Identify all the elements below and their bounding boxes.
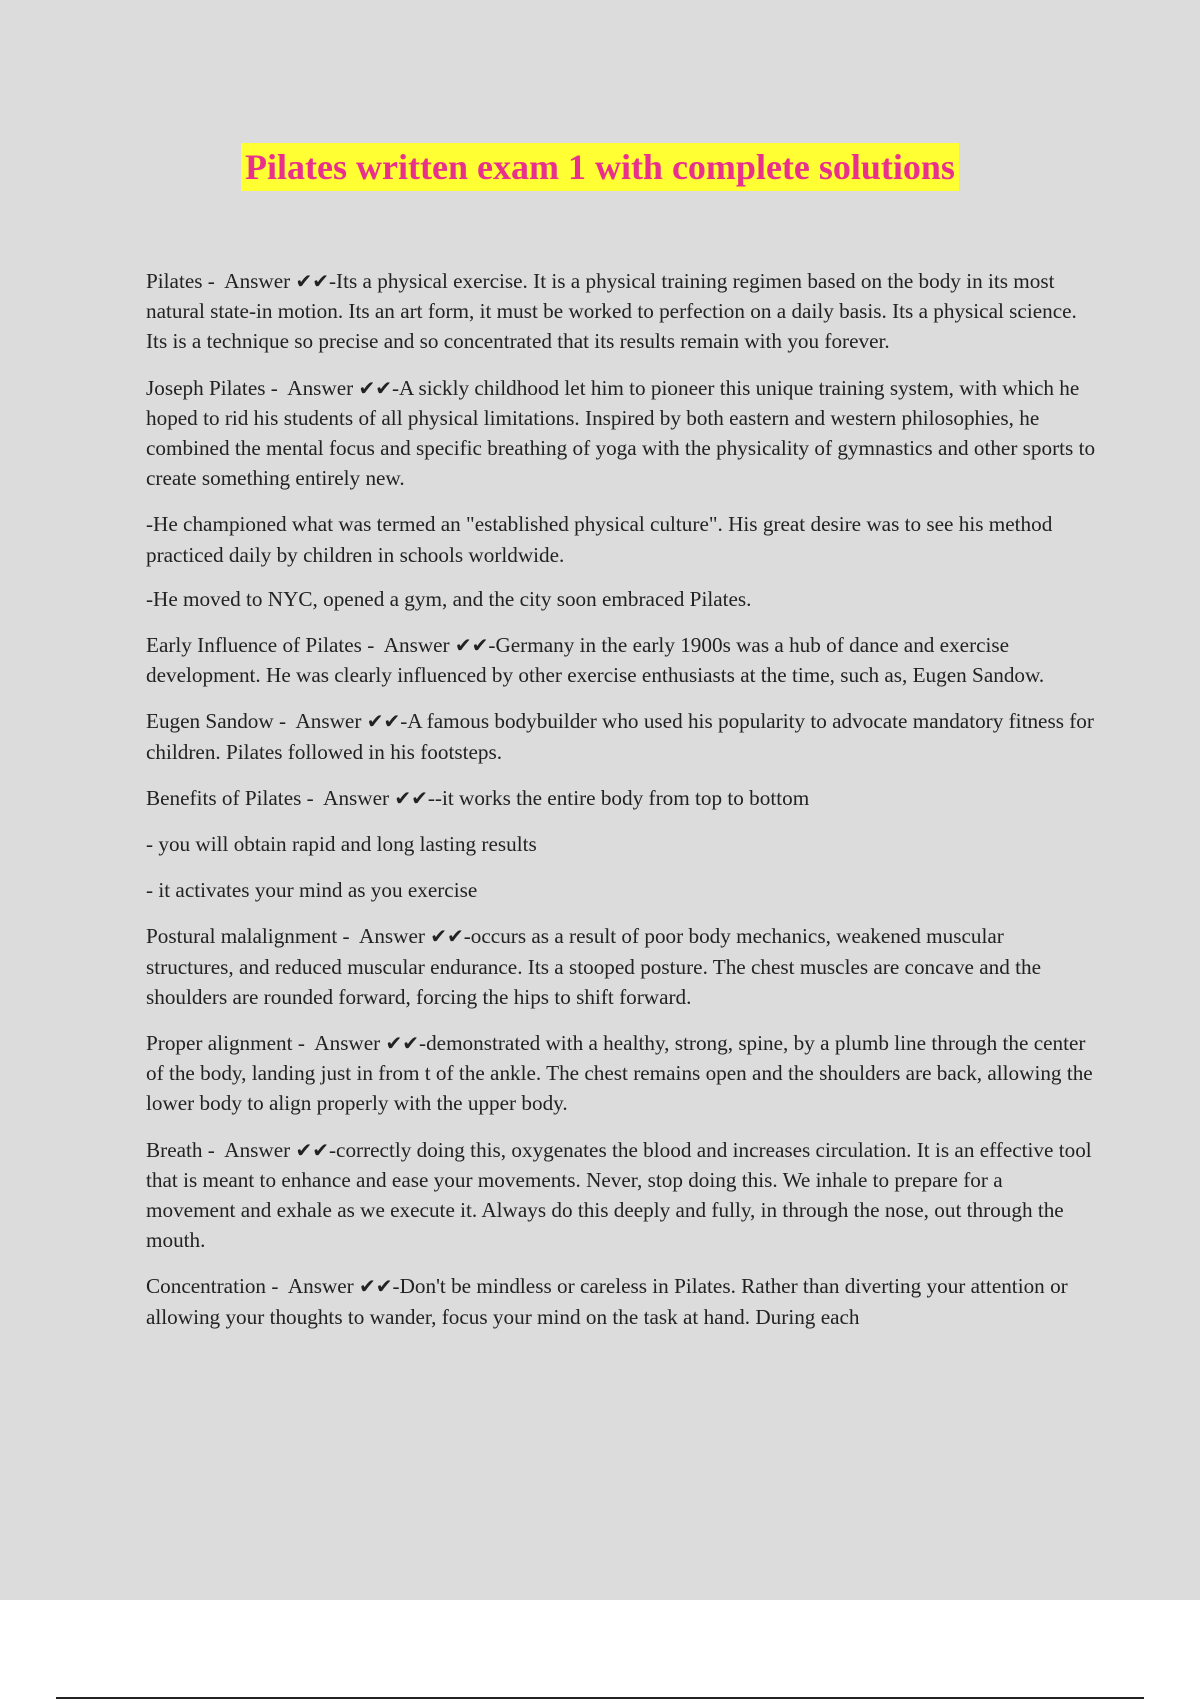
qa-answer: -Germany in the early 1900s was a hub of dance and exercise development. He was clearly influenced by other exercise enthusiasts at the time, such as, Eugen Sandow. <box>146 633 1045 688</box>
check-icon: ✔✔ <box>295 269 329 293</box>
document-body <box>146 266 1096 1348</box>
answer-label: Answer <box>323 785 390 810</box>
answer-label: Answer <box>314 1031 381 1056</box>
qa-answer: -occurs as a result of poor body mechanics, weakened muscular structures, and reduced muscular endurance. Its a stooped posture. The chest muscles are concave and the shoulders are rounded forward, forcing the hips to shift forward. <box>146 924 1042 1009</box>
answer-label: Answer <box>224 1137 291 1162</box>
qa-item-proper-alignment: Proper alignment - Answer ✔✔-demonstrated with a healthy, strong, spine, by a plumb line through the center of the body, landing just in from t of the ankle. The chest remains open and the shoulders are back, allowing the lower body to align properly with the upper body. <box>146 1031 1093 1116</box>
answer-label: Answer <box>359 924 425 949</box>
qa-item-joseph-pilates: Joseph Pilates - Answer ✔✔-A sickly childhood let him to pioneer this unique training system, with which he hoped to rid his students of all physical limitations. Inspired by both eastern and western philosophies, he combined the mental focus and specific breathing of yoga with the physicality of gymnastics and other sports to create something entirely new. <box>146 375 1096 491</box>
qa-note: - it activates your mind as you exercise <box>146 878 478 903</box>
answer-label: Answer <box>287 375 354 400</box>
check-icon: ✔✔ <box>385 1031 420 1056</box>
qa-answer: -Its a physical exercise. It is a physical training regimen based on the body in its most natural state-in motion. Its an art form, it must be worked to perfection on a daily basis. Its a physical science. Its is a technique so precise and so concentrated that its results remain with you forever. <box>146 269 1077 354</box>
qa-term: Concentration <box>146 1274 267 1299</box>
check-icon: ✔✔ <box>394 785 428 810</box>
qa-term: Proper alignment <box>146 1031 293 1056</box>
answer-label: Answer <box>287 1274 354 1299</box>
answer-label: Answer <box>224 269 291 293</box>
qa-item-postural-malalignment: Postural malalignment - Answer ✔✔-occurs as a result of poor body mechanics, weakened muscular structures, and reduced muscular endurance. Its a stooped posture. The chest muscles are concave and the shoulders are rounded forward, forcing the hips to shift forward. <box>146 924 1042 1009</box>
qa-note: - you will obtain rapid and long lasting results <box>146 832 537 857</box>
check-icon: ✔✔ <box>430 924 464 949</box>
qa-answer: --it works the entire body from top to bottom <box>427 785 810 810</box>
check-icon: ✔✔ <box>366 709 401 734</box>
qa-term: Joseph Pilates <box>146 375 266 400</box>
check-icon: ✔✔ <box>454 633 489 658</box>
check-icon: ✔✔ <box>359 1274 393 1299</box>
qa-item-pilates: Pilates - Answer ✔✔-Its a physical exercise. It is a physical training regimen based on the body in its most natural state-in motion. Its an art form, it must be worked to perfection on a daily basis. Its a physical science. Its is a technique so precise and so concentrated that its results remain with you forever. <box>146 269 1077 354</box>
qa-item-benefits: Benefits of Pilates - Answer ✔✔--it works the entire body from top to bottom <box>146 785 810 810</box>
check-icon: ✔✔ <box>358 375 392 400</box>
footer-rule <box>56 1697 1144 1699</box>
answer-label: Answer <box>295 709 362 734</box>
qa-answer: -correctly doing this, oxygenates the blood and increases circulation. It is an effective tool that is meant to enhance and ease your movements. Never, stop doing this. We inhale to prepare for a movement and exhale as we execute it. Always do this deeply and fully, in through the nose, out through the mouth. <box>146 1137 1092 1253</box>
qa-answer: -A famous bodybuilder who used his popularity to advocate mandatory fitness for children. Pilates followed in his footsteps. <box>146 709 1094 764</box>
qa-term: Postural malalignment <box>146 924 338 949</box>
qa-note: -He moved to NYC, opened a gym, and the city soon embraced Pilates. <box>146 586 752 611</box>
qa-answer: -Don't be mindless or careless in Pilates. Rather than diverting your attention or allowing your thoughts to wander, focus your mind on the task at hand. During each <box>146 1274 1068 1329</box>
qa-answer: -A sickly childhood let him to pioneer this unique training system, with which he hoped to rid his students of all physical limitations. Inspired by both eastern and western philosophies, he combined the mental focus and specific breathing of yoga with the physicality of gymnastics and other sports to create something entirely new. <box>146 375 1096 491</box>
qa-term: Breath <box>146 1137 203 1162</box>
qa-note: -He championed what was termed an "established physical culture". His great desire was to see his method practiced daily by children in schools worldwide. <box>146 512 1053 567</box>
qa-term: Benefits of Pilates <box>146 785 302 810</box>
qa-item-eugen-sandow: Eugen Sandow - Answer ✔✔-A famous bodybuilder who used his popularity to advocate mandatory fitness for children. Pilates followed in his footsteps. <box>146 709 1094 764</box>
check-icon: ✔✔ <box>295 1137 329 1162</box>
answer-label: Answer <box>383 633 450 658</box>
qa-term: Early Influence of Pilates <box>146 633 362 658</box>
qa-term: Eugen Sandow <box>146 709 274 734</box>
qa-item-concentration: Concentration - Answer ✔✔-Don't be mindless or careless in Pilates. Rather than diverting your attention or allowing your thoughts to wander, focus your mind on the task at hand. During each <box>146 1274 1068 1329</box>
document-title: Pilates written exam 1 with complete solutions <box>241 143 959 191</box>
qa-term: Pilates <box>146 269 203 293</box>
qa-item-breath: Breath - Answer ✔✔-correctly doing this, oxygenates the blood and increases circulation. It is an effective tool that is meant to enhance and ease your movements. Never, stop doing this. We inhale to prepare for a movement and exhale as we execute it. Always do this deeply and fully, in through the nose, out through the mouth. <box>146 1137 1092 1253</box>
qa-answer: -demonstrated with a healthy, strong, spine, by a plumb line through the center of the body, landing just in from t of the ankle. The chest remains open and the shoulders are back, allowing the lower body to align properly with the upper body. <box>146 1031 1093 1116</box>
title-wrap <box>0 143 1200 191</box>
qa-item-early-influence: Early Influence of Pilates - Answer ✔✔-Germany in the early 1900s was a hub of dance and exercise development. He was clearly influenced by other exercise enthusiasts at the time, such as, Eugen Sandow. <box>146 633 1045 688</box>
